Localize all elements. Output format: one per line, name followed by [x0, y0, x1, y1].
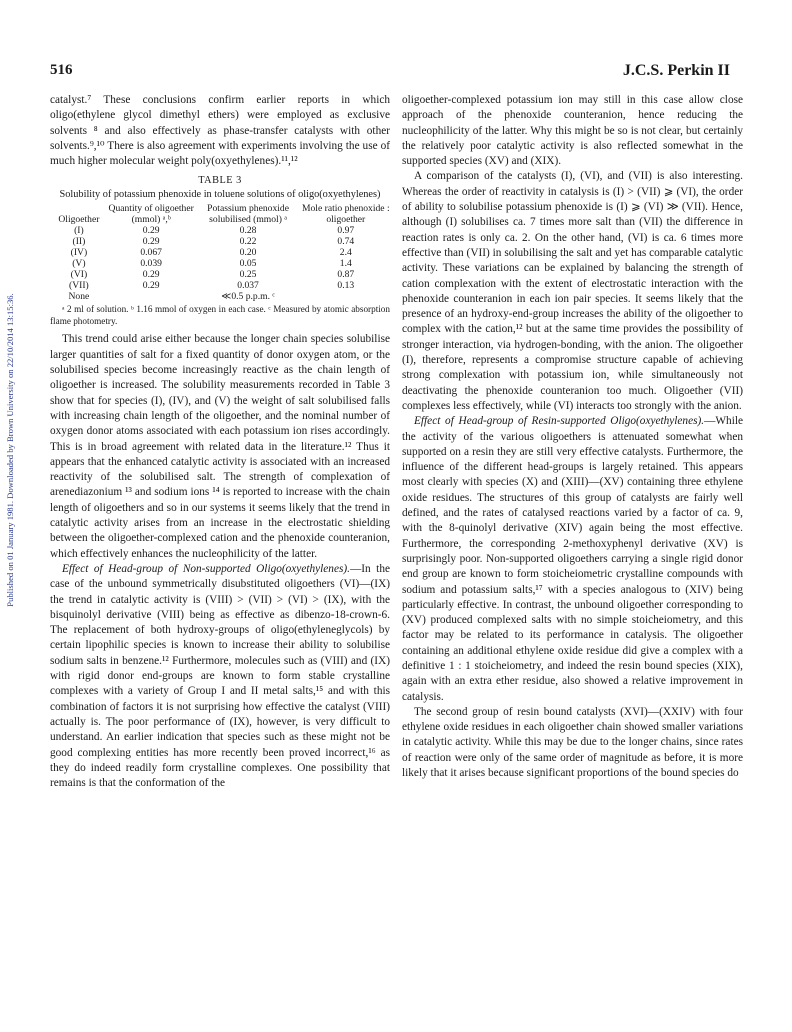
paragraph — [402, 414, 743, 705]
page-number: 516 — [50, 62, 73, 78]
table-row — [50, 291, 390, 302]
table-cell — [108, 291, 195, 302]
table-footnote: ᵃ 2 ml of solution. ᵇ 1.16 mmol of oxygen in each case. ᶜ Measured by atomic absorption flame photometry. — [50, 304, 390, 326]
section-heading: Effect of Head-group of Resin-supported Oligo(oxyethylenes). — [414, 415, 705, 428]
table-title: Solubility of potassium phenoxide in toluene solutions of oligo(oxyethylenes) — [59, 189, 381, 201]
journal-title: J.C.S. Perkin II — [622, 62, 730, 79]
download-notice — [3, 180, 17, 720]
paragraph-text: —While the activity of the various oligoethers is attenuated somewhat when supported on a resin they are still very effective catalysts. Furthermore, the influence of the different head-groups is largely retained. This appears most clearly with species (X) and (XIII)—(XV) containing three ethylene oxide residues. The structures of this group of catalysts are fairly well defined, and the rates of catalysed reactions varied by a factor of ca. 9, with the 8-quinolyl derivative (XIV) again being the most effective. Furthermore, the corresponding 2-methoxyphenyl derivative (XV) is surprisingly poor. Non-supported oligoethers carrying a single rigid donor end group are known to form stoicheiometric crystalline compounds with sodium and potassium salts,¹⁷ with a species analogous to (XIV) being particularly effective. In contrast, the unbound oligoether corresponding to (XV) produced complexed salts with no simple stoicheiometry, and this factor may be related to its performance in catalysis. The oligoether containing an additional ethylene oxide residue did give a complex with a definitive 1 : 1 stoicheiometry, and indeed the resin bound species (XIX), again with an extra ether residue, also showed a relative improvement in catalysis. — [402, 415, 743, 703]
table-cell: ≪0.5 p.p.m. ᶜ — [221, 291, 275, 303]
table-cell: 0.22 — [239, 236, 257, 248]
paragraph: The second group of resin bound catalysts (XVI)—(XXIV) with four ethylene oxide residues in each oligoether chain showed smaller variations in catalytic activity. While this may be due to the longer chains, since rates of reaction were only of the same order of magnitude as before, it is more likely that it arises because significant proportions of the bound species do — [402, 705, 743, 780]
table-cell: 0.20 — [239, 247, 257, 259]
table-cell: 0.29 — [142, 269, 160, 281]
table-cell: 0.29 — [142, 280, 160, 292]
table-cell: None — [68, 291, 90, 303]
left-column — [50, 93, 390, 791]
table-cell: 0.05 — [239, 258, 257, 270]
table-cell: (VI) — [70, 269, 88, 281]
table-cell: 0.29 — [142, 225, 160, 237]
table-cell: 0.037 — [237, 280, 259, 292]
table-cell: (V) — [72, 258, 86, 270]
table-cell: 0.067 — [140, 247, 162, 259]
table-cell: (VII) — [69, 280, 89, 292]
table-cell: 0.87 — [337, 269, 355, 281]
table-row — [50, 280, 390, 291]
table-header: Mole ratio phenoxide : oligoether — [301, 203, 390, 226]
table-cell: 0.74 — [337, 236, 355, 248]
table-cell: 0.29 — [142, 236, 160, 248]
table-cell: 0.13 — [337, 280, 355, 292]
table-cell: 0.25 — [239, 269, 257, 281]
paragraph: A comparison of the catalysts (I), (VI), and (VII) is also interesting. Whereas the order of reactivity in catalysis is (I) > (VII) ⩾ (VI), the order of ability to solubilise potassium phenoxide is (I) ⩾ (VI) ≫ (VII). Hence, although (I) solubilises ca. 7 times more salt than (VII) the difference in reaction rates is only ca. 2. On the other hand, (VI) is ca. 6 times more effective than (VII) in solubilising the salt and yet has comparable catalytic activity. These variations can be explained by balancing the strength of cation complexation with the extent of electrostatic interaction with the phenoxide counteranion in each ion pair species. It seems likely that the presence of an hydroxy-end-group increases the ability of the oligoether to complex with the cation,¹² but at the same time provides the possibility of stronger interaction, via hydrogen-bonding, with the anion. The oligoether (I), therefore, represents a compromise structure capable of achieving strong complexation with potassium ion, while simultaneously not deactivating the phenoxide counteranion too much. Oligoether (VII) complexes less effectively, while (VI) interacts too strongly with the anion. — [402, 170, 743, 412]
table-header: Quantity of oligoether (mmol) ᵃ,ᵇ — [108, 203, 194, 226]
paragraph: catalyst.⁷ These conclusions confirm earlier reports in which oligo(ethylene glycol dimethyl ethers) were employed as exclusive solvents ⁸ and also effectively as phase-transfer catalysts with other solvents.⁹,¹⁰ There is also agreement with experiments involving the use of much higher molecular weight poly(oxyethylenes).¹¹,¹² — [50, 94, 390, 168]
table-cell: 0.28 — [239, 225, 257, 237]
table-row — [50, 269, 390, 280]
section-heading: Effect of Head-group of Non-supported Oligo(oxyethylenes). — [62, 562, 350, 575]
right-column — [402, 93, 743, 781]
table-cell — [302, 291, 390, 302]
solubility-table — [50, 203, 390, 302]
table-header-row — [50, 203, 390, 225]
paragraph-text: —In the case of the unbound symmetrically disubstituted oligoethers (VI)—(IX) the trend in catalytic activity is (VIII) > (VII) > (VI) > (IX), with the bisquinolyl derivative (VIII) being as effective as dibenzo-18-crown-6. The replacement of both hydroxy-groups of oligo(ethyleneglycols) by certain lipophilic species is known to increase their ability to solubilise sodium salts in benzene.¹² Furthermore, molecules such as (VIII) and (IX) with rigid donor end-groups are known to form stable crystalline complexes with a variety of Group I and II metal salts,¹⁵ and with this combination of factors it is not surprising how effective the catalyst (VIII) actually is. The poor performance of (IX), however, is very difficult to understand. An earlier indication that species such as these might not be good complexing entities has more recently been proved incorrect,¹⁶ as they do indeed readily form crystalline complexes. One possibility that remains is that the conformation of the — [50, 562, 390, 790]
table-row — [50, 236, 390, 247]
table-cell: 2.4 — [339, 247, 352, 259]
table-cell: 1.4 — [339, 258, 352, 270]
table-row — [50, 258, 390, 269]
table-cell: 0.039 — [140, 258, 162, 270]
table-cell: (II) — [72, 236, 86, 248]
paragraph: oligoether-complexed potassium ion may still in this case allow close approach of the phenoxide counteranion, hence reducing the nucleophilicity of the latter. Why this might be so is not clear, but certainly the relatively poor catalytic activity is also reflected somewhat in the supported species (XV) and (XIX). — [402, 94, 743, 168]
table-cell: (I) — [74, 225, 84, 237]
paragraph — [50, 562, 390, 791]
paragraph: This trend could arise either because the longer chain species solubilise larger quantities of salt for a fixed quantity of donor oxygen atom, or the solubilised species become increasingly reactive as the chain length of oligoether is increased. The solubility measurements recorded in Table 3 show that for species (I), (IV), and (V) the weight of salt solubilised falls with increasing chain length of the oligoether, and the nominal number of oxygen donor atoms associated with each potassium ion rises accordingly. This is in broad agreement with related data in the literature.¹² Thus it appears that the enhanced catalytic activity is associated with an increased reactivity of the solubilised salt. The strength of complexation of arenediazonium ¹³ and sodium ions ¹⁴ is reported to increase with the chain length of oligoethers and so in our systems it seems likely that the trend in catalytic activity arises from an increase in the electrostatic shielding between the oligoether-complexed cation and the phenoxide counteranion, which effectively enhances the nucleophilicity of the latter. — [50, 333, 390, 560]
table-header: Potassium phenoxide solubilised (mmol) ᵃ — [207, 203, 289, 226]
table-cell: 0.97 — [337, 225, 355, 237]
table-label: TABLE 3 — [198, 175, 242, 187]
table-header: Oligoether — [58, 214, 100, 226]
table-row — [50, 247, 390, 258]
download-notice-text: Published on 01 January 1981. Downloaded by Brown University on 22/10/2014 13:15:36. — [5, 293, 15, 607]
table-cell: (IV) — [70, 247, 88, 259]
table-row — [50, 225, 390, 236]
